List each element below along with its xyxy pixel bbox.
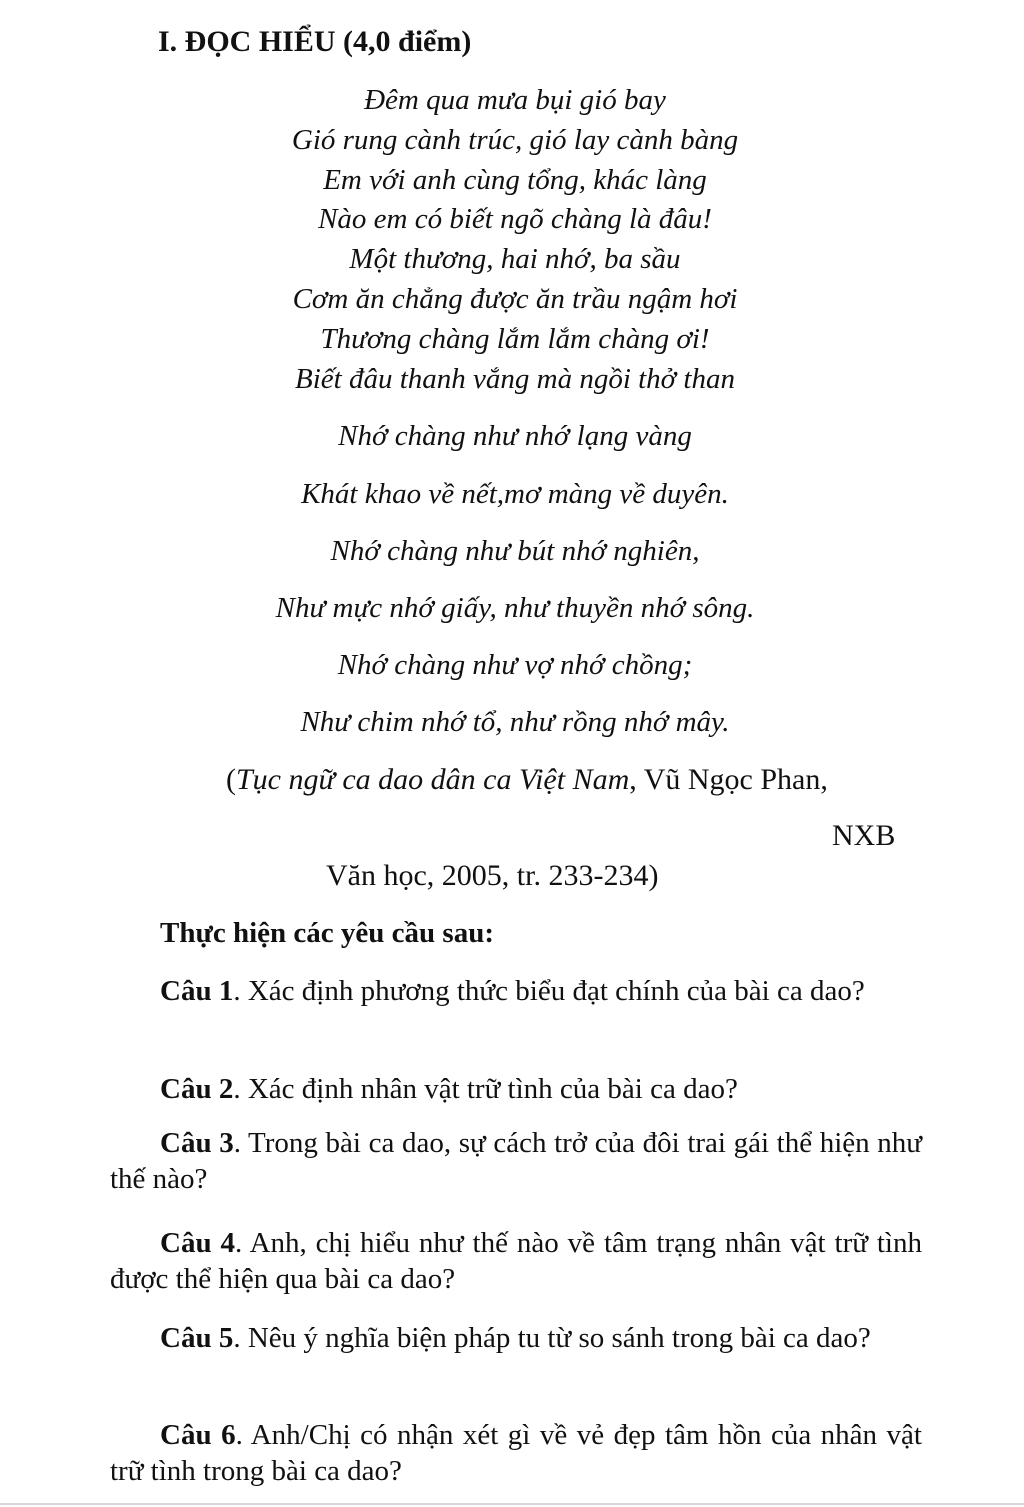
- poem-line: Một thương, hai nhớ, ba sầu: [349, 243, 681, 275]
- question-text: . Trong bài ca dao, sự cách trở của đôi trai gái thể hiện như thế nào?: [110, 1127, 922, 1195]
- poem-line: Biết đâu thanh vắng mà ngồi thở than: [295, 363, 735, 395]
- section-heading: I. ĐỌC HIỂU (4,0 điểm): [158, 25, 472, 58]
- poem-line: Đêm qua mưa bụi gió bay: [364, 84, 666, 116]
- poem-line: Nào em có biết ngõ chàng là đâu!: [318, 203, 712, 235]
- question-label: Câu 4: [160, 1227, 235, 1259]
- question-label: Câu 2: [160, 1073, 234, 1105]
- question-text: . Xác định nhân vật trữ tình của bài ca dao?: [233, 1073, 738, 1105]
- question-4: [110, 1225, 922, 1297]
- source-open-paren: (: [226, 763, 236, 796]
- question-label: Câu 1: [160, 975, 234, 1007]
- question-text: . Xác định phương thức biểu đạt chính của bài ca dao?: [233, 975, 865, 1007]
- question-label: Câu 6: [160, 1419, 236, 1451]
- poem-line: Như mực nhớ giấy, như thuyền nhớ sông.: [275, 592, 755, 624]
- question-3: [110, 1125, 922, 1197]
- poem-line: Cơm ăn chẳng được ăn trầu ngậm hơi: [292, 283, 738, 315]
- poem-line: Như chim nhớ tổ, như rồng nhớ mây.: [300, 706, 730, 738]
- poem-line: Em với anh cùng tổng, khác làng: [323, 164, 707, 196]
- question-text: . Nêu ý nghĩa biện pháp tu từ so sánh trong bài ca dao?: [233, 1322, 871, 1354]
- question-2: [110, 1071, 922, 1107]
- question-text: . Anh/Chị có nhận xét gì về vẻ đẹp tâm hồn của nhân vật trữ tình trong bài ca dao?: [110, 1419, 922, 1487]
- question-6: [110, 1417, 922, 1489]
- question-5: [110, 1320, 922, 1356]
- source-citation: [226, 760, 828, 800]
- source-book-title: Tục ngữ ca dao dân ca Việt Nam: [236, 763, 630, 796]
- poem-line: Khát khao về nết,mơ màng về duyên.: [301, 478, 729, 510]
- tasks-title: Thực hiện các yêu cầu sau:: [160, 917, 494, 949]
- bottom-divider: [0, 1503, 1024, 1505]
- question-label: Câu 3: [160, 1127, 234, 1159]
- question-text: . Anh, chị hiểu như thế nào về tâm trạng nhân vật trữ tình được thể hiện qua bài ca dao?: [110, 1227, 922, 1295]
- question-1: [110, 973, 922, 1009]
- poem-line: Nhớ chàng như nhớ lạng vàng: [338, 420, 692, 452]
- poem-line: Nhớ chàng như bút nhớ nghiên,: [330, 535, 700, 567]
- source-publisher: NXB: [832, 819, 896, 852]
- poem-line: Thương chàng lắm lắm chàng ơi!: [320, 323, 710, 355]
- poem-line: Nhớ chàng như vợ nhớ chồng;: [337, 649, 693, 681]
- question-label: Câu 5: [160, 1322, 234, 1354]
- poem-line: Gió rung cành trúc, gió lay cành bàng: [291, 124, 739, 156]
- source-author: , Vũ Ngọc Phan,: [629, 763, 828, 796]
- source-publisher-info: Văn học, 2005, tr. 233-234): [326, 859, 659, 892]
